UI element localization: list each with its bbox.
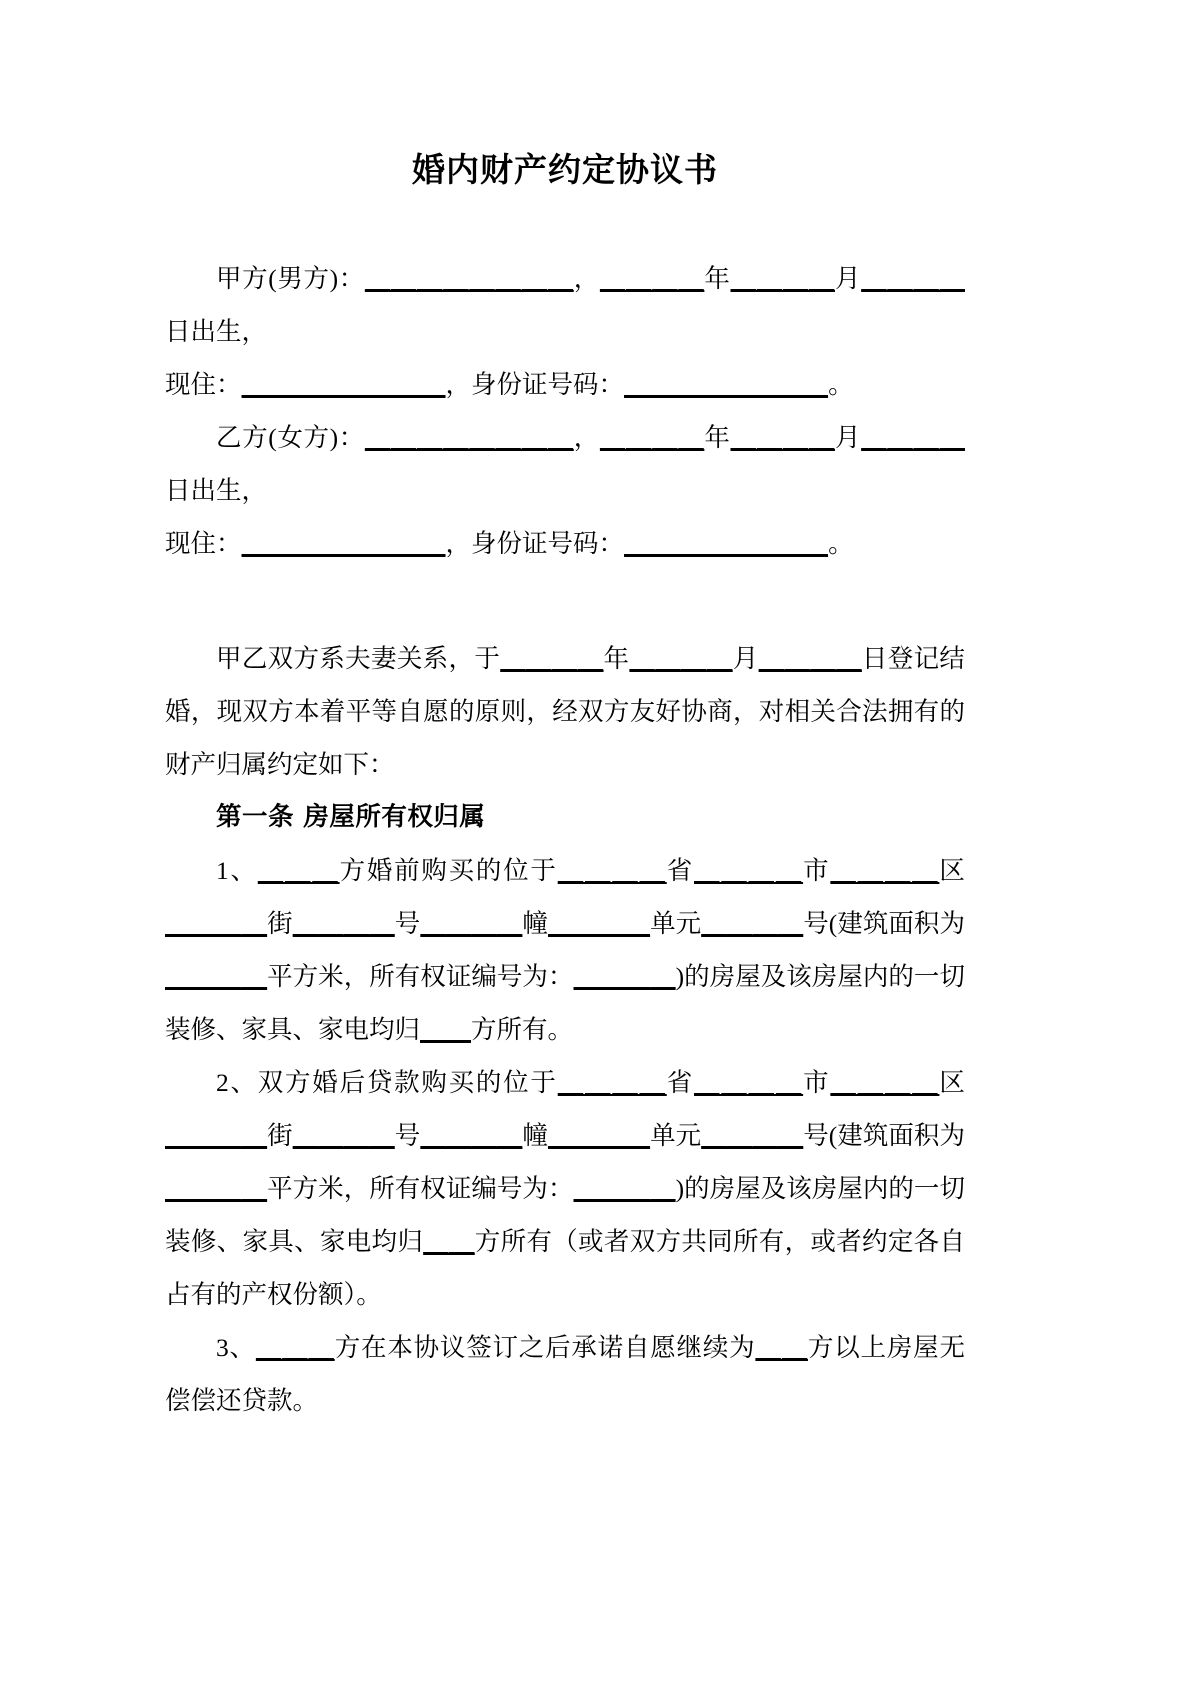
marriage-year-label: 年	[603, 643, 630, 673]
party-b-line2-end: 。	[828, 528, 854, 558]
clause-1-1-district-label: 区	[939, 855, 965, 885]
party-a-comma: ，	[573, 263, 600, 293]
marriage-intro-tail: 日登记结婚，现双方本着平等自愿的原则，经双方友好协商，对相关合法拥有的财产归属约定如下：	[165, 643, 965, 779]
party-a-day-label: 日出生，	[165, 316, 268, 346]
party-b-year-label: 年	[704, 422, 731, 452]
clause-1-2-owner-blank: ＿＿	[423, 1226, 475, 1256]
party-b-label: 乙方(女方)：	[216, 422, 365, 452]
marriage-intro-paragraph	[165, 632, 965, 791]
party-b-id-label: ，身份证号码：	[445, 528, 625, 558]
party-b-year-blank: ＿＿＿＿	[599, 422, 705, 452]
clause-1-2-district-blank: ＿＿＿＿	[830, 1067, 940, 1097]
clause-1-2-province-blank: ＿＿＿＿	[557, 1067, 667, 1097]
clause-1-1-no-blank: ＿＿＿＿	[292, 908, 395, 938]
section-one-heading: 第一条 房屋所有权归属	[216, 801, 486, 832]
clause-1-2-area-label: 平方米，所有权证编号为：	[267, 1173, 574, 1203]
party-b-id-blank: ＿＿＿＿＿＿＿＿	[624, 528, 829, 558]
party-b-comma: ，	[573, 422, 600, 452]
clause-1-2-city-blank: ＿＿＿＿	[694, 1067, 804, 1097]
party-b-day-blank: ＿＿＿＿	[861, 422, 965, 452]
clause-1-1-unit-blank: ＿＿＿＿	[547, 908, 651, 938]
clause-1-1-province-blank: ＿＿＿＿	[557, 855, 667, 885]
party-a-day-blank: ＿＿＿＿	[861, 263, 965, 293]
clause-1-1-number: 1、	[216, 855, 258, 885]
party-a-label: 甲方(男方)：	[216, 263, 365, 293]
party-b-day-label: 日出生，	[165, 475, 268, 505]
page-title: 婚内财产约定协议书	[412, 150, 718, 189]
clause-1-1-province-label: 省	[666, 855, 695, 885]
clause-1-1-area-label: 平方米，所有权证编号为：	[267, 961, 574, 991]
clause-1-3-number: 3、	[216, 1332, 256, 1362]
clause-1-2-unit-blank: ＿＿＿＿	[547, 1120, 651, 1150]
clause-1-2-unit-label: 单元	[650, 1120, 702, 1150]
marriage-day-blank: ＿＿＿＿	[758, 643, 862, 673]
party-a-month-label: 月	[834, 263, 862, 293]
clause-1-2-no-label: 号	[394, 1120, 421, 1150]
party-a-id-blank: ＿＿＿＿＿＿＿＿	[624, 369, 829, 399]
party-a-address-blank: ＿＿＿＿＿＿＿＿	[241, 369, 446, 399]
clause-1-2-street-blank: ＿＿＿＿	[165, 1120, 268, 1150]
clause-1-2-room-label: 号(建筑面积为	[803, 1120, 965, 1150]
title-spacer	[165, 190, 965, 252]
clause-1-2-building-label: 幢	[522, 1120, 548, 1150]
clause-1-1-owner-tail: 方所有。	[471, 1014, 574, 1044]
party-b-name-blank: ＿＿＿＿＿＿＿＿	[364, 422, 574, 452]
clause-1-3-party-blank: ＿＿＿	[255, 1332, 335, 1362]
clause-1-3-tail: 方以上房屋无偿偿还贷款。	[165, 1332, 965, 1415]
clause-1-1-unit-label: 单元	[650, 908, 702, 938]
clause-1-1-city-blank: ＿＿＿＿	[694, 855, 804, 885]
party-a-line-2	[165, 358, 965, 411]
party-a-year-label: 年	[704, 263, 731, 293]
clause-1-2-cert-blank: ＿＿＿＿	[573, 1173, 676, 1203]
party-a-line2-end: 。	[828, 369, 854, 399]
marriage-month-blank: ＿＿＿＿	[629, 643, 733, 673]
clause-1-2-area-blank: ＿＿＿＿	[165, 1173, 268, 1203]
clause-1-2-cert-tail: )的房屋及该房屋内的一切装修、家具、家电均归	[165, 1173, 965, 1256]
party-a-year-blank: ＿＿＿＿	[599, 263, 705, 293]
section-gap-1	[165, 570, 965, 632]
clause-1-1-room-blank: ＿＿＿＿	[701, 908, 804, 938]
clause-1-1-cert-tail: )的房屋及该房屋内的一切装修、家具、家电均归	[165, 961, 965, 1044]
clause-1-1	[165, 844, 965, 1056]
clause-1-1-building-label: 幢	[522, 908, 548, 938]
party-b-line-2	[165, 517, 965, 570]
clause-1-2-building-blank: ＿＿＿＿	[420, 1120, 523, 1150]
clause-1-1-building-blank: ＿＿＿＿	[420, 908, 523, 938]
party-a-id-label: ，身份证号码：	[445, 369, 625, 399]
party-b-address-label: 现住：	[165, 528, 242, 558]
party-b-address-blank: ＿＿＿＿＿＿＿＿	[241, 528, 446, 558]
clause-1-2-room-blank: ＿＿＿＿	[701, 1120, 804, 1150]
clause-1-2	[165, 1056, 965, 1321]
party-a-address-label: 现住：	[165, 369, 242, 399]
clause-1-2-street-label: 街	[267, 1120, 293, 1150]
clause-1-1-street-label: 街	[267, 908, 293, 938]
document-body	[165, 0, 965, 1427]
clause-1-2-no-blank: ＿＿＿＿	[292, 1120, 395, 1150]
clause-1-1-cert-blank: ＿＿＿＿	[573, 961, 676, 991]
clause-1-1-room-label: 号(建筑面积为	[803, 908, 965, 938]
party-a-month-blank: ＿＿＿＿	[730, 263, 835, 293]
clause-1-1-party-blank: ＿＿＿	[257, 855, 340, 885]
clause-1-1-owner-blank: ＿＿	[420, 1014, 472, 1044]
clause-1-2-province-label: 省	[666, 1067, 695, 1097]
clause-1-2-city-label: 市	[803, 1067, 831, 1097]
clause-1-3-party2-blank: ＿＿	[755, 1332, 808, 1362]
clause-1-2-district-label: 区	[939, 1067, 965, 1097]
marriage-intro-text: 甲乙双方系夫妻关系，于	[216, 643, 501, 673]
clause-1-3	[165, 1321, 965, 1427]
clause-1-1-no-label: 号	[394, 908, 421, 938]
marriage-year-blank: ＿＿＿＿	[500, 643, 604, 673]
marriage-month-label: 月	[732, 643, 759, 673]
clause-1-1-area-blank: ＿＿＿＿	[165, 961, 268, 991]
clause-1-2-text: 2、双方婚后贷款购买的位于	[216, 1067, 558, 1097]
clause-1-1-district-blank: ＿＿＿＿	[830, 855, 940, 885]
party-b-line-1	[165, 411, 965, 517]
clause-1-1-text: 方婚前购买的位于	[339, 855, 558, 885]
party-a-line-1	[165, 252, 965, 358]
clause-1-1-city-label: 市	[803, 855, 831, 885]
clause-1-3-text: 方在本协议签订之后承诺自愿继续为	[334, 1332, 756, 1362]
clause-1-2-owner-tail: 方所有（或者双方共同所有，或者约定各自占有的产权份额）。	[165, 1226, 965, 1309]
clause-1-1-street-blank: ＿＿＿＿	[165, 908, 268, 938]
party-b-month-label: 月	[834, 422, 862, 452]
party-a-name-blank: ＿＿＿＿＿＿＿＿	[364, 263, 574, 293]
party-b-month-blank: ＿＿＿＿	[730, 422, 835, 452]
